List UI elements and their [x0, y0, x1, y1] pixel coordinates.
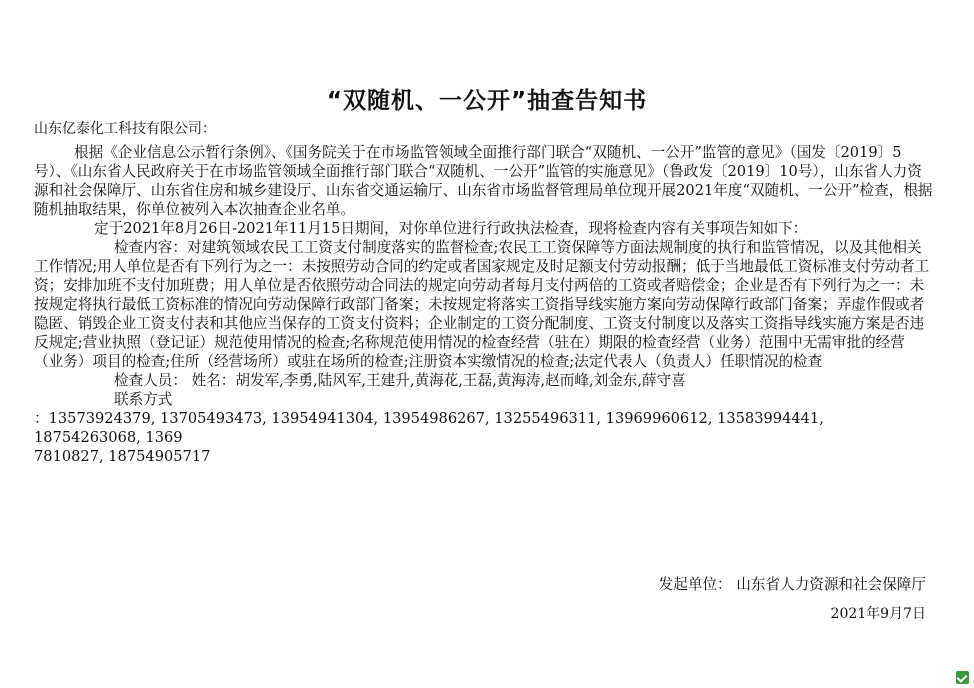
paragraph-inspection-period: 定于2021年8月26日-2021年11月15日期间，对你单位进行行政执法检查，现将检查内容有关事项告知如下： — [94, 220, 808, 237]
addressee: 山东亿泰化工科技有限公司： — [34, 121, 216, 137]
check-icon[interactable] — [956, 671, 969, 684]
paragraph-legal-basis: 根据《企业信息公示暂行条例》、《国务院关于在市场监管领域全面推行部门联合“双随机、一公开”监管的意见》（国发〔2019〕5号）、《山东省人民政府关于在市场监管领域全面推行部门联合“双随机、一公开”监管的实施意见》（鲁政发〔2019〕10号），山东省人力资源和社会保障厅、山东省住房和城乡建设厅、山东省交通运输厅、山东省市场监督管理局单位现开展2021年度“双随机、一公开”检查，根据随机抽取结果，你单位被列入本次抽查企业名单。 — [34, 144, 933, 218]
contact-phone-list — [34, 409, 934, 466]
notice-title: “双随机、一公开”抽查告知书 — [326, 88, 648, 114]
issuing-unit: 发起单位： 山东省人力资源和社会保障厅 — [658, 576, 926, 593]
contact-label: 联系方式 — [114, 391, 173, 408]
paragraph-inspectors: 检查人员： 姓名：胡发军,李勇,陆风军,王建升,黄海花,王磊,黄海涛,赵而峰,刘金东,薛守喜 — [114, 372, 686, 389]
contact-phones-line-1: ：13573924379, 13705493473, 13954941304, 13954986267, 13255496311, 13969960612, 13583994441, 18754263068, 1369 — [34, 410, 824, 446]
contact-phones-line-2: 7810827, 18754905717 — [34, 448, 211, 465]
paragraph-inspection-content: 检查内容：对建筑领域农民工工资支付制度落实的监督检查;农民工工资保障等方面法规制度的执行和监管情况，以及其他相关工作情况;用人单位是否有下列行为之一：未按照劳动合同的约定或者国家规定及时足额支付劳动报酬；低于当地最低工资标准支付劳动者工资；安排加班不支付加班费；用人单位是否依照劳动合同法的规定向劳动者每月支付两倍的工资或者赔偿金；企业是否有下列行为之一：未按规定将执行最低工资标准的情况向劳动保障行政部门备案；未按规定将落实工资指导线实施方案向劳动保障行政部门备案；弄虚作假或者隐匿、销毁企业工资支付表和其他应当保存的工资支付资料；企业制定的工资分配制度、工资支付制度以及落实工资指导线实施方案是否违反规定;营业执照（登记证）规范使用情况的检查;名称规范使用情况的检查经营（驻在）期限的检查经营（业务）范围中无需审批的经营（业务）项目的检查;住所（经营场所）或驻在场所的检查;注册资本实缴情况的检查;法定代表人（负责人）任职情况的检查 — [34, 239, 930, 370]
issue-date: 2021年9月7日 — [830, 606, 926, 622]
notice-body — [34, 120, 934, 466]
